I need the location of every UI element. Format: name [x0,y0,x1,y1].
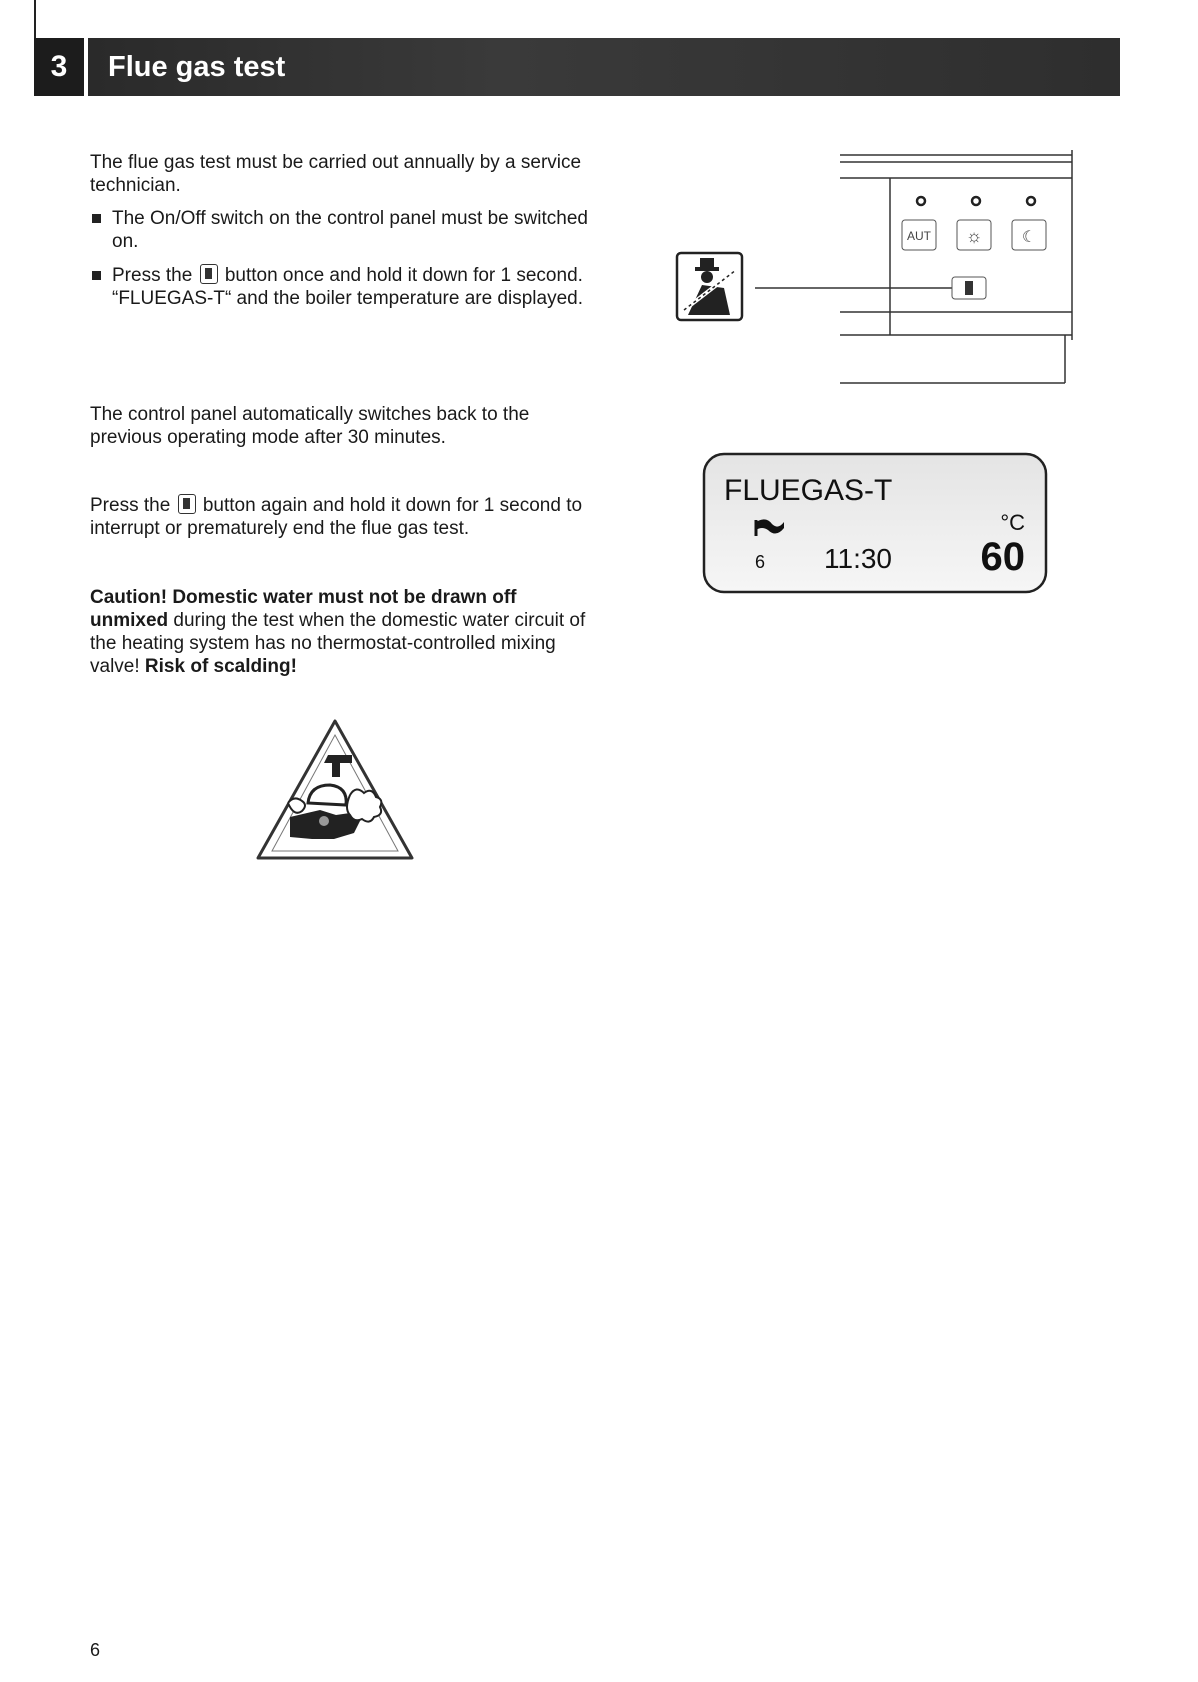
control-panel-diagram [660,150,1090,390]
scalding-warning-icon [250,715,420,865]
lcd-unit: °C [1000,510,1025,535]
section-number: 3 [34,38,84,96]
bullet-square-icon [92,214,101,223]
chimney-sweep-button-icon [200,264,218,284]
lcd-time: 11:30 [824,543,892,574]
lcd-day: 6 [754,552,766,572]
chimney-sweep-icon [677,253,742,320]
page-title: Flue gas test [108,50,286,83]
caution-paragraph: Caution! Domestic water must not be drawn off unmixed during the test when the domestic water circuit of the heating system has no thermostat-controlled mixing valve! Risk of scalding! [90,587,586,677]
chimney-sweep-button[interactable] [952,277,986,299]
auto-switch-paragraph: The control panel automatically switches back to the previous operating mode after 30 minutes. [90,404,530,448]
svg-text:AUT: AUT [907,229,931,243]
margin-rule [34,0,36,38]
bullet-square-icon [92,271,101,280]
auto-mode-button[interactable] [902,220,936,250]
intro-paragraph: The flue gas test must be carried out annually by a service technician. [90,152,582,196]
indicator-leds [917,197,1035,205]
page-number: 6 [90,1640,101,1660]
moon-icon: ☾ [1021,229,1037,246]
sun-icon: ☼ [965,226,983,246]
lcd-mode-label: FLUEGAS-T [724,474,893,507]
bullet-item: The On/Off switch on the control panel must be switched on. [90,207,590,253]
lcd-temperature: 60 [980,535,1025,579]
interrupt-paragraph: Press the button again and hold it down for 1 second to interrupt or prematurely end the flue gas test. [90,495,583,539]
section-title-bar [88,38,1120,96]
chimney-sweep-button-icon [178,494,196,514]
night-mode-button[interactable] [1012,220,1046,250]
day-mode-button[interactable] [957,220,991,250]
bullet-item: Press the button once and hold it down for 1 second. “FLUEGAS-T“ and the boiler temperature are displayed. [90,264,590,310]
lcd-display [700,450,1055,600]
